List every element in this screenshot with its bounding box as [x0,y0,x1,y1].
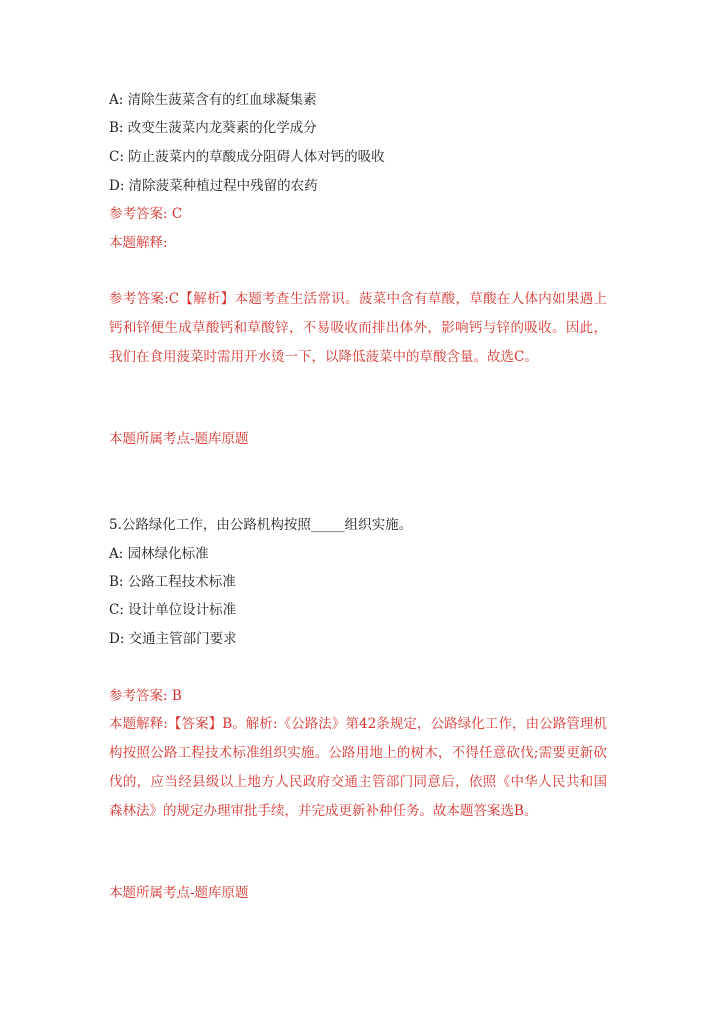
q5-answer: 参考答案: B [109,688,182,704]
q4-option-d: D: 清除菠菜种植过程中残留的农药 [109,178,318,194]
q5-question: 5.公路绿化工作，由公路机构按照_____组织实施。 [109,517,413,533]
q4-option-b: B: 改变生菠菜内龙葵素的化学成分 [109,120,317,136]
q5-source: 本题所属考点-题库原题 [109,885,249,901]
q4-explanation-label: 本题解释: [109,235,168,251]
q5-option-d: D: 交通主管部门要求 [109,631,237,647]
q4-option-a: A: 清除生菠菜含有的红血球凝集素 [109,92,317,108]
q4-explanation: 参考答案:C【解析】本题考查生活常识。菠菜中含有草酸，草酸在人体内如果遇上钙和锌便生成草酸钙和草酸锌，不易吸收而排出体外，影响钙与锌的吸收。因此，我们在食用菠菜时需用开水烫一下，以降低菠菜中的草酸含量。故选C。 [109,291,607,365]
q4-option-c: C: 防止菠菜内的草酸成分阻碍人体对钙的吸收 [109,149,385,165]
q5-option-a: A: 园林绿化标准 [109,546,209,562]
q5-option-c: C: 设计单位设计标准 [109,602,237,618]
q5-option-b: B: 公路工程技术标准 [109,574,236,590]
q5-explanation: 本题解释:【答案】B。解析:《公路法》第42条规定，公路绿化工作，由公路管理机构按照公路工程技术标准组织实施。公路用地上的树木，不得任意砍伐;需要更新砍伐的，应当经县级以上地方人民政府交通主管部门同意后，依照《中华人民共和国森林法》的规定办理审批手续，并完成更新补种任务。故本题答案选B。 [109,716,607,819]
q4-source: 本题所属考点-题库原题 [109,431,249,447]
q4-answer: 参考答案: C [109,206,183,222]
